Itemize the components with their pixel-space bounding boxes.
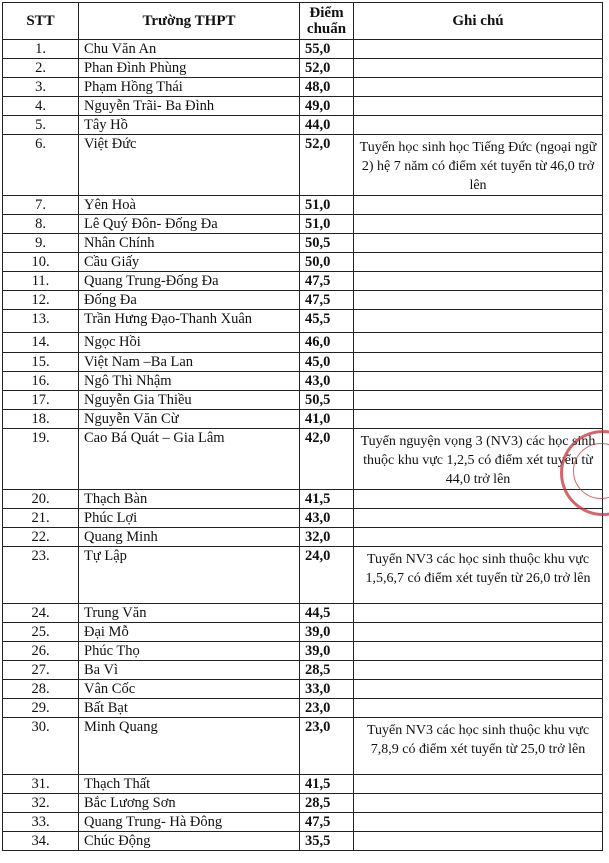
row-number: 30. [3, 718, 79, 775]
row-number: 32. [3, 794, 79, 813]
note-cell [354, 623, 603, 642]
table-row [3, 40, 603, 59]
table-row [3, 78, 603, 97]
cutoff-score: 51,0 [300, 215, 354, 234]
table-row [3, 196, 603, 215]
note-cell [354, 661, 603, 680]
table-row [3, 272, 603, 291]
school-name: Minh Quang [79, 718, 300, 775]
school-name: Phúc Thọ [79, 642, 300, 661]
table-row [3, 333, 603, 353]
cutoff-score: 50,5 [300, 234, 354, 253]
school-name: Chúc Động [79, 832, 300, 851]
cutoff-score: 41,5 [300, 490, 354, 509]
note-cell [354, 410, 603, 429]
row-number: 25. [3, 623, 79, 642]
row-number: 28. [3, 680, 79, 699]
table-row [3, 680, 603, 699]
note-cell [354, 813, 603, 832]
school-name: Nguyễn Văn Cừ [79, 410, 300, 429]
table-row [3, 97, 603, 116]
table-row [3, 718, 603, 775]
school-name: Nguyễn Trãi- Ba Đình [79, 97, 300, 116]
note-cell [354, 40, 603, 59]
row-number: 19. [3, 429, 79, 490]
note-cell [354, 832, 603, 851]
row-number: 15. [3, 353, 79, 372]
table-row [3, 623, 603, 642]
row-number: 1. [3, 40, 79, 59]
note-cell [354, 391, 603, 410]
table-row [3, 528, 603, 547]
note-cell [354, 509, 603, 528]
note-cell [354, 353, 603, 372]
table-row [3, 135, 603, 196]
cutoff-score: 23,0 [300, 718, 354, 775]
school-name: Cao Bá Quát – Gia Lâm [79, 429, 300, 490]
table-row [3, 253, 603, 272]
cutoff-score: 49,0 [300, 97, 354, 116]
row-number: 21. [3, 509, 79, 528]
school-name: Phạm Hồng Thái [79, 78, 300, 97]
row-number: 33. [3, 813, 79, 832]
note-cell [354, 78, 603, 97]
header-school: Trường THPT [79, 3, 300, 40]
school-name: Ngô Thì Nhậm [79, 372, 300, 391]
school-name: Thạch Thất [79, 775, 300, 794]
note-cell [354, 215, 603, 234]
row-number: 3. [3, 78, 79, 97]
header-stt: STT [3, 3, 79, 40]
note-cell [354, 604, 603, 623]
table-row [3, 59, 603, 78]
cutoff-score-table [2, 2, 603, 851]
row-number: 10. [3, 253, 79, 272]
cutoff-score: 46,0 [300, 333, 354, 353]
cutoff-score: 50,5 [300, 391, 354, 410]
cutoff-score: 44,0 [300, 116, 354, 135]
row-number: 26. [3, 642, 79, 661]
note-cell [354, 372, 603, 391]
row-number: 31. [3, 775, 79, 794]
school-name: Đại Mỗ [79, 623, 300, 642]
table-row [3, 490, 603, 509]
table-row [3, 391, 603, 410]
table-row [3, 813, 603, 832]
row-number: 11. [3, 272, 79, 291]
row-number: 22. [3, 528, 79, 547]
note-cell [354, 272, 603, 291]
school-name: Bất Bạt [79, 699, 300, 718]
table-body [3, 40, 603, 851]
table-row [3, 661, 603, 680]
school-name: Quang Trung-Đống Đa [79, 272, 300, 291]
row-number: 27. [3, 661, 79, 680]
school-name: Nguyễn Gia Thiều [79, 391, 300, 410]
note-cell [354, 794, 603, 813]
note-cell [354, 97, 603, 116]
cutoff-score: 47,5 [300, 272, 354, 291]
header-score: Điểm chuẩn [300, 3, 354, 40]
row-number: 7. [3, 196, 79, 215]
cutoff-score: 55,0 [300, 40, 354, 59]
table-row [3, 547, 603, 604]
row-number: 6. [3, 135, 79, 196]
table-row [3, 509, 603, 528]
school-name: Tây Hồ [79, 116, 300, 135]
table-row [3, 832, 603, 851]
table-row [3, 310, 603, 333]
school-name: Việt Đức [79, 135, 300, 196]
table-row [3, 215, 603, 234]
cutoff-score: 44,5 [300, 604, 354, 623]
table-header-row [3, 3, 603, 40]
note-cell [354, 775, 603, 794]
cutoff-score: 23,0 [300, 699, 354, 718]
cutoff-score: 47,5 [300, 813, 354, 832]
row-number: 16. [3, 372, 79, 391]
note-cell [354, 333, 603, 353]
cutoff-score: 48,0 [300, 78, 354, 97]
row-number: 9. [3, 234, 79, 253]
table-row [3, 775, 603, 794]
row-number: 20. [3, 490, 79, 509]
school-name: Đống Đa [79, 291, 300, 310]
row-number: 18. [3, 410, 79, 429]
cutoff-score: 50,0 [300, 253, 354, 272]
school-name: Quang Minh [79, 528, 300, 547]
row-number: 34. [3, 832, 79, 851]
table-row [3, 234, 603, 253]
table-row [3, 642, 603, 661]
cutoff-score: 35,5 [300, 832, 354, 851]
cutoff-score: 52,0 [300, 135, 354, 196]
cutoff-score: 42,0 [300, 429, 354, 490]
cutoff-score: 41,0 [300, 410, 354, 429]
cutoff-score: 45,0 [300, 353, 354, 372]
cutoff-score: 24,0 [300, 547, 354, 604]
note-cell: Tuyển NV3 các học sinh thuộc khu vực 7,8,9 có điểm xét tuyển từ 25,0 trở lên [354, 718, 603, 775]
header-note: Ghi chú [354, 3, 603, 40]
school-name: Việt Nam –Ba Lan [79, 353, 300, 372]
table-row [3, 604, 603, 623]
cutoff-score: 41,5 [300, 775, 354, 794]
school-name: Ba Vì [79, 661, 300, 680]
school-name: Lê Quý Đôn- Đống Đa [79, 215, 300, 234]
cutoff-score: 51,0 [300, 196, 354, 215]
cutoff-score: 28,5 [300, 794, 354, 813]
school-name: Tự Lập [79, 547, 300, 604]
school-name: Phan Đình Phùng [79, 59, 300, 78]
row-number: 24. [3, 604, 79, 623]
note-cell [354, 310, 603, 333]
table-row [3, 794, 603, 813]
school-name: Phúc Lợi [79, 509, 300, 528]
row-number: 13. [3, 310, 79, 333]
table-row [3, 410, 603, 429]
school-name: Trung Văn [79, 604, 300, 623]
note-cell [354, 116, 603, 135]
note-cell: Tuyển học sinh học Tiếng Đức (ngoại ngữ 2) hệ 7 năm có điểm xét tuyển từ 46,0 trở lên [354, 135, 603, 196]
note-cell [354, 59, 603, 78]
row-number: 2. [3, 59, 79, 78]
table-row [3, 372, 603, 391]
table-row [3, 353, 603, 372]
table-row [3, 116, 603, 135]
row-number: 17. [3, 391, 79, 410]
cutoff-score: 52,0 [300, 59, 354, 78]
cutoff-score: 28,5 [300, 661, 354, 680]
cutoff-score: 43,0 [300, 509, 354, 528]
cutoff-score: 32,0 [300, 528, 354, 547]
school-name: Quang Trung- Hà Đông [79, 813, 300, 832]
cutoff-score: 43,0 [300, 372, 354, 391]
school-name: Thạch Bàn [79, 490, 300, 509]
school-name: Yên Hoà [79, 196, 300, 215]
row-number: 8. [3, 215, 79, 234]
table-row [3, 699, 603, 718]
cutoff-score: 39,0 [300, 623, 354, 642]
cutoff-score: 47,5 [300, 291, 354, 310]
note-cell [354, 528, 603, 547]
note-cell [354, 234, 603, 253]
cutoff-score: 39,0 [300, 642, 354, 661]
note-cell [354, 699, 603, 718]
row-number: 4. [3, 97, 79, 116]
school-name: Nhân Chính [79, 234, 300, 253]
cutoff-score: 45,5 [300, 310, 354, 333]
row-number: 23. [3, 547, 79, 604]
note-cell [354, 196, 603, 215]
note-cell [354, 680, 603, 699]
row-number: 14. [3, 333, 79, 353]
note-cell [354, 642, 603, 661]
cutoff-score: 33,0 [300, 680, 354, 699]
table-row [3, 429, 603, 490]
school-name: Trần Hưng Đạo-Thanh Xuân [79, 310, 300, 333]
school-name: Chu Văn An [79, 40, 300, 59]
note-cell [354, 291, 603, 310]
row-number: 12. [3, 291, 79, 310]
school-name: Cầu Giấy [79, 253, 300, 272]
school-name: Vân Cốc [79, 680, 300, 699]
note-cell: Tuyển nguyện vọng 3 (NV3) các học sinh thuộc khu vực 1,2,5 có điểm xét tuyển từ 44,0 trở lên [354, 429, 603, 490]
school-name: Ngọc Hồi [79, 333, 300, 353]
table-row [3, 291, 603, 310]
row-number: 5. [3, 116, 79, 135]
note-cell [354, 253, 603, 272]
row-number: 29. [3, 699, 79, 718]
school-name: Bắc Lương Sơn [79, 794, 300, 813]
note-cell: Tuyển NV3 các học sinh thuộc khu vực 1,5,6,7 có điểm xét tuyển từ 26,0 trở lên [354, 547, 603, 604]
